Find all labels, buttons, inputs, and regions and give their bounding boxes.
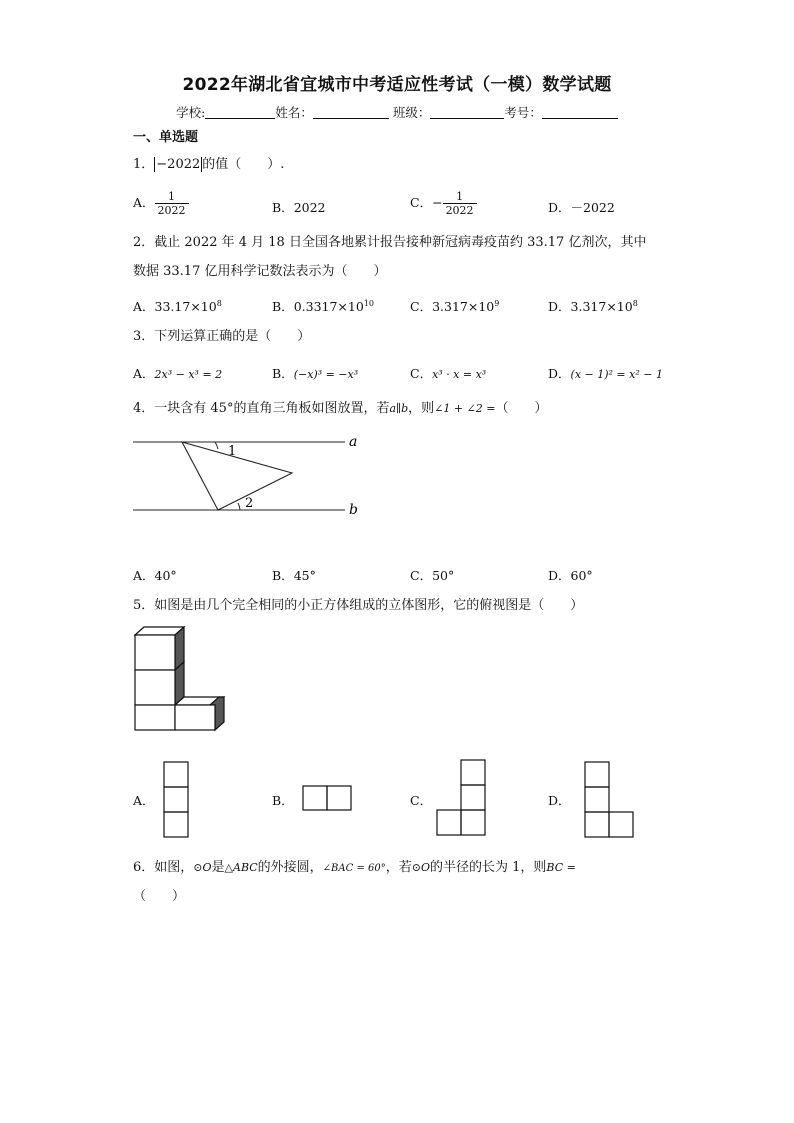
grid-square	[461, 810, 485, 835]
q2-option-b: B．$0.3317\times 10^{10}$	[272, 298, 374, 314]
grid-square	[303, 786, 327, 810]
question-5-stem: 5．如图是由几个完全相同的小正方体组成的立体图形，它的俯视图是（ ）	[133, 598, 584, 613]
class-blank	[430, 106, 504, 119]
q1-option-c: C．− $\frac{1}{2022}$	[410, 190, 477, 217]
question-6-stem: 6．如图，⊙O是△ABC的外接圆，∠BAC = 60°，若⊙O的半径的长为 1，则BC =	[133, 860, 576, 875]
q5-option-a-label: A．	[133, 793, 155, 808]
q4-option-a: A．40°	[133, 568, 177, 583]
grid-square	[164, 812, 188, 837]
parallel-lines-triangle-figure	[130, 430, 370, 525]
angle-1-label: 1	[228, 444, 237, 459]
q5-option-c-label: C．	[410, 793, 433, 808]
exam-no-blank	[542, 106, 618, 119]
angle-1-arc	[215, 442, 218, 449]
q1-option-a: A． $\frac{1}{2022}$	[133, 190, 189, 217]
q5-option-a-figure	[163, 761, 190, 839]
school-blank	[205, 106, 275, 119]
grid-square	[585, 762, 609, 787]
q3-option-a: A．2x³ − x³ = 2	[133, 366, 223, 381]
question-2-line-1: 2．截止 2022 年 4 月 18 日全国各地累计报告接种新冠病毒疫苗约 33.17 亿剂次，其中	[133, 235, 647, 250]
q5-option-b-label: B．	[272, 793, 294, 808]
student-info-line	[0, 103, 794, 121]
q3-option-b: B．(−x)³ = −x³	[272, 366, 359, 381]
grid-square	[327, 786, 351, 810]
q2-option-a: A．$33.17\times 10^8$	[133, 298, 222, 314]
q3-option-c: C．x³ · x = x³	[410, 366, 487, 381]
q5-option-d-figure	[584, 761, 636, 839]
school-label: 学校:	[176, 105, 206, 120]
angle-2-label: 2	[245, 496, 254, 511]
grid-square	[164, 787, 188, 812]
q2-option-c: C．$3.317\times 10^9$	[410, 298, 500, 314]
q4-option-d: D．60°	[548, 568, 593, 583]
line-a-label: a	[349, 434, 358, 450]
section-heading: 一、单选题	[133, 130, 199, 145]
fraction: $\frac{1}{2022}$	[155, 190, 189, 217]
q5-option-b-figure	[302, 785, 354, 812]
question-1-stem: 1． −2022 的值（ ）.	[133, 157, 285, 172]
q1-option-d: D．－2022	[548, 200, 615, 215]
exam-no-label: 考号：	[504, 105, 542, 120]
fraction: $\frac{1}{2022}$	[443, 190, 477, 217]
grid-square	[164, 762, 188, 787]
q4-option-c: C．50°	[410, 568, 455, 583]
cube-front-face	[135, 670, 175, 705]
grid-square	[461, 760, 485, 785]
grid-square	[461, 785, 485, 810]
name-label: 姓名：	[275, 105, 313, 120]
name-blank	[313, 106, 389, 119]
cube-stack-figure	[130, 622, 230, 737]
q3-option-d: D．(x − 1)² = x² − 1	[548, 366, 663, 381]
angle-2-arc	[238, 503, 240, 510]
exam-title: 2022年湖北省宜城市中考适应性考试（一模）数学试题	[182, 75, 612, 95]
absolute-value: −2022	[156, 157, 201, 172]
q5-option-c-figure	[436, 759, 488, 837]
line-b-label: b	[349, 502, 358, 518]
question-4-stem: 4．一块含有 45°的直角三角板如图放置，若a∥b，则∠1 + ∠2 =（ ）	[133, 401, 548, 416]
question-2-line-2: 数据 33.17 亿用科学记数法表示为（ ）	[133, 264, 387, 279]
cube-front-face	[135, 635, 175, 670]
q5-option-d-label: D．	[548, 793, 571, 808]
q2-option-d: D．$3.317\times 10^8$	[548, 298, 638, 314]
question-3-stem: 3．下列运算正确的是（ ）	[133, 329, 311, 344]
grid-square	[585, 812, 609, 837]
class-label: 班级：	[392, 105, 431, 120]
grid-square	[609, 812, 633, 837]
grid-square	[585, 787, 609, 812]
grid-square	[437, 810, 461, 835]
set-square-triangle	[182, 442, 292, 510]
q1-option-b: B．2022	[272, 200, 326, 215]
question-6-answer-blank: （ ）	[133, 889, 186, 904]
q4-option-b: B．45°	[272, 568, 316, 583]
cube-front-face	[135, 705, 175, 730]
cube-front-face	[175, 705, 215, 730]
